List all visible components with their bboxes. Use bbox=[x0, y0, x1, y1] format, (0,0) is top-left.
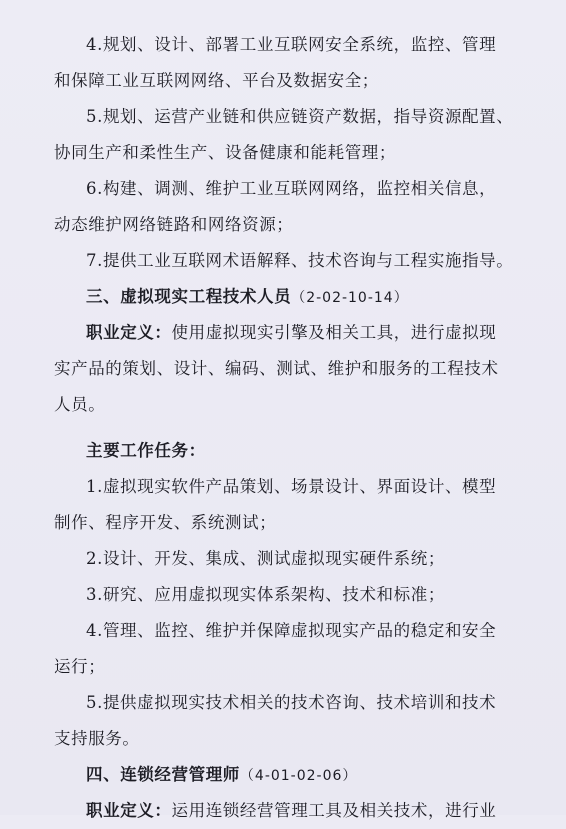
section-3-heading bbox=[0, 279, 566, 315]
tasks-label: 主要工作任务： bbox=[86, 441, 206, 460]
item-7-line: 7.提供工业互联网术语解释、技术咨询与工程实施指导。 bbox=[86, 251, 514, 270]
task-4-first-line: 4.管理、监控、维护并保障虚拟现实产品的稳定和安全 bbox=[86, 621, 497, 640]
section-3-code: （2-02-10-14） bbox=[291, 290, 409, 306]
section-4-definition-line-1 bbox=[0, 793, 566, 829]
section-4-code: （4-01-02-06） bbox=[239, 768, 358, 784]
definition-text: 使用虚拟现实引擎及相关工具，进行虚拟现 bbox=[171, 323, 497, 342]
section-4-title: 四、连锁经营管理师 bbox=[86, 765, 240, 784]
section-4-heading bbox=[0, 757, 566, 793]
item-4-continuation: 和保障工业互联网网络、平台及数据安全； bbox=[54, 71, 379, 90]
section-4-definition-text: 运用连锁经营管理工具及相关技术，进行业 bbox=[171, 801, 497, 820]
task-1-continuation: 制作、程序开发、系统测试； bbox=[54, 513, 277, 532]
task-5-continuation: 支持服务。 bbox=[54, 729, 140, 748]
item-4-first-line: 4.规划、设计、部署工业互联网安全系统，监控、管理 bbox=[86, 35, 497, 54]
section-4-definition-label: 职业定义： bbox=[86, 801, 172, 820]
section-3-definition-line-1 bbox=[0, 315, 566, 351]
task-3-line: 3.研究、应用虚拟现实体系架构、技术和标准； bbox=[86, 585, 445, 604]
definition-label: 职业定义： bbox=[86, 323, 172, 342]
task-2-line: 2.设计、开发、集成、测试虚拟现实硬件系统； bbox=[86, 549, 445, 568]
item-6-continuation: 动态维护网络链路和网络资源； bbox=[54, 215, 294, 234]
task-4-continuation: 运行； bbox=[54, 657, 106, 676]
section-3-title: 三、虚拟现实工程技术人员 bbox=[86, 287, 292, 306]
section-3-definition-line-2: 实产品的策划、设计、编码、测试、维护和服务的工程技术 bbox=[54, 359, 499, 378]
section-3-definition-line-3: 人员。 bbox=[54, 395, 106, 414]
task-1-first-line: 1.虚拟现实软件产品策划、场景设计、界面设计、模型 bbox=[86, 477, 497, 496]
item-5-first-line: 5.规划、运营产业链和供应链资产数据，指导资源配置、 bbox=[86, 107, 514, 126]
task-5-first-line: 5.提供虚拟现实技术相关的技术咨询、技术培训和技术 bbox=[86, 693, 497, 712]
item-5-continuation: 协同生产和柔性生产、设备健康和能耗管理； bbox=[54, 143, 396, 162]
item-6-first-line: 6.构建、调测、维护工业互联网网络，监控相关信息， bbox=[86, 179, 497, 198]
